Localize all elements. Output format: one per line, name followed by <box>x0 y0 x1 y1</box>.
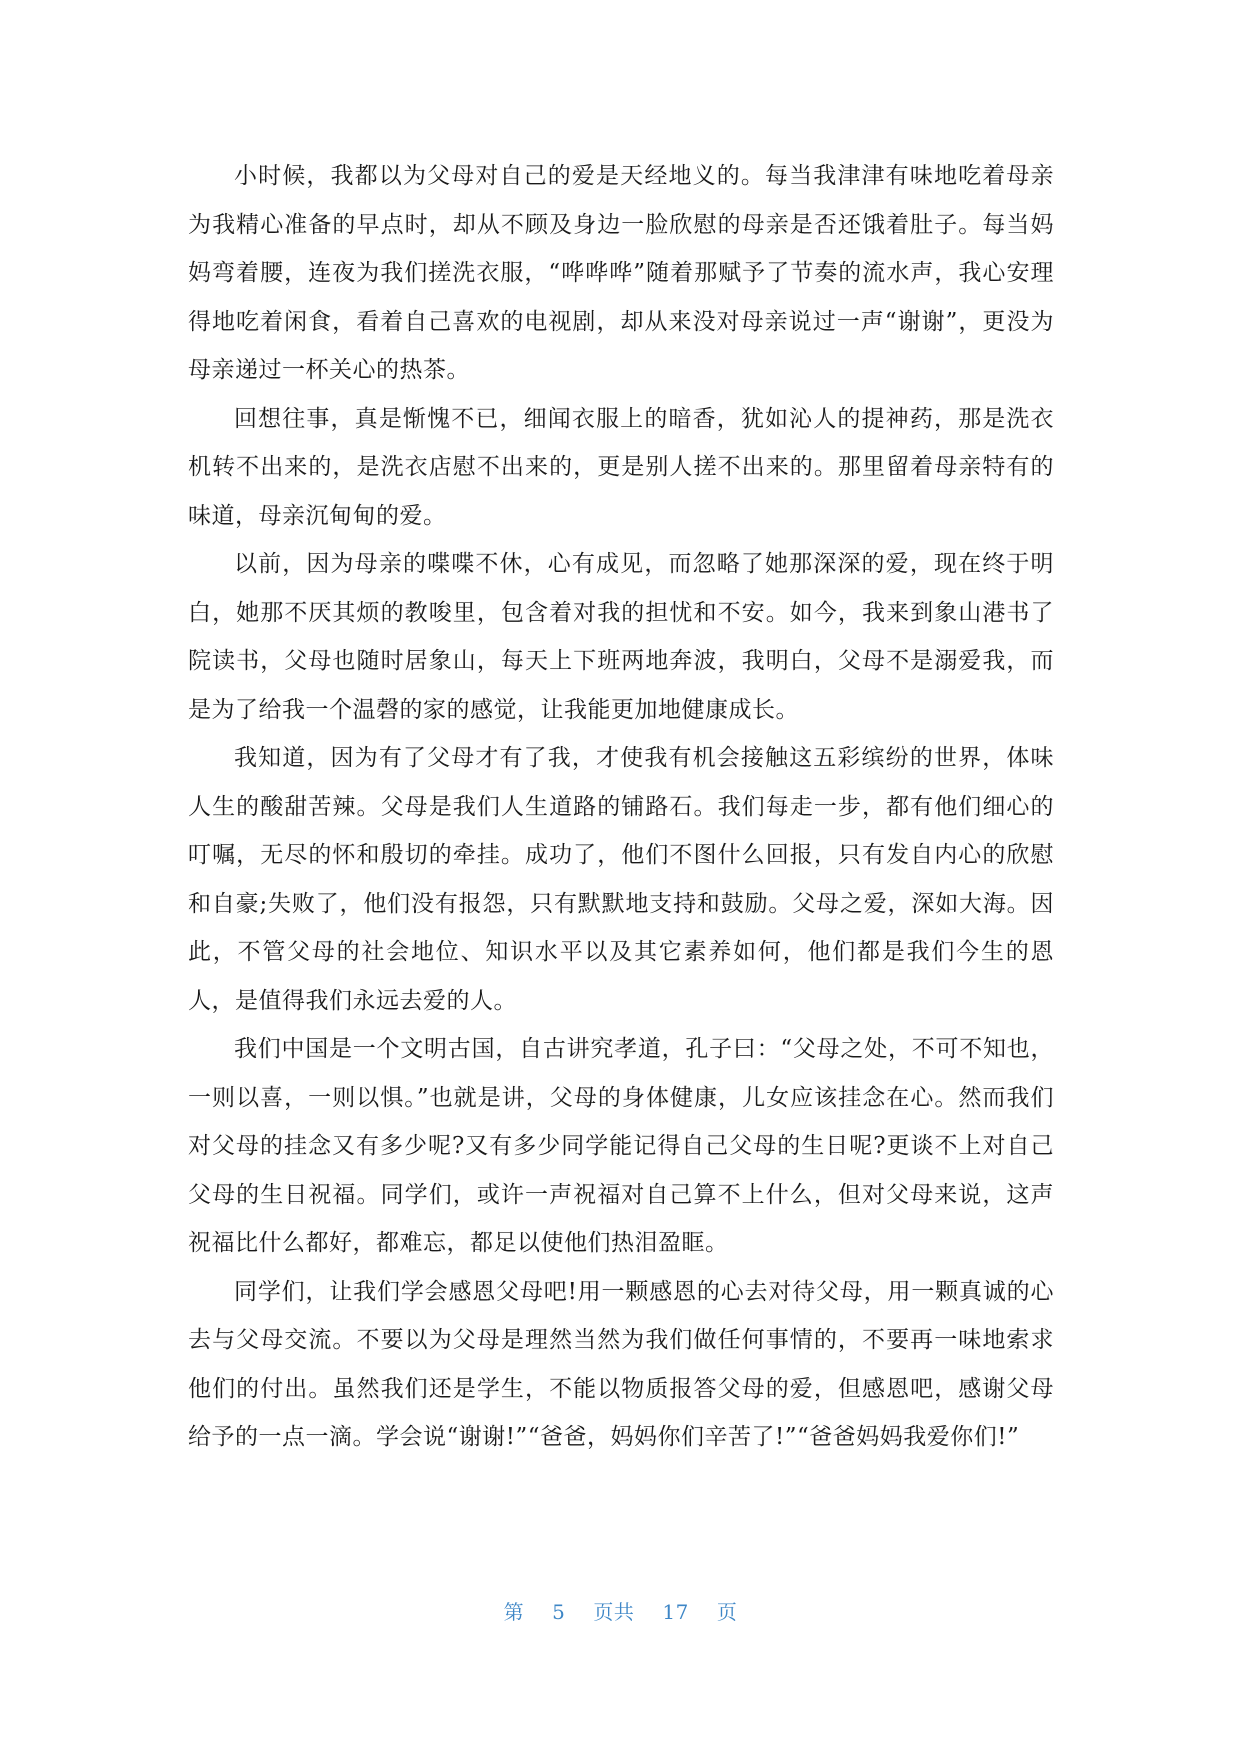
paragraph-4: 我知道，因为有了父母才有了我，才使我有机会接触这五彩缤纷的世界，体味人生的酸甜苦辣。父母是我们人生道路的铺路石。我们每走一步，都有他们细心的叮嘱，无尽的怀和殷切的牵挂。成功了，他们不图什么回报，只有发自内心的欣慰和自豪;失败了，他们没有报怨，只有默默地支持和鼓励。父母之爱，深如大海。因此，不管父母的社会地位、知识水平以及其它素养如何，他们都是我们今生的恩人，是值得我们永远去爱的人。 <box>188 745 1054 1014</box>
footer-prefix: 第 <box>503 1600 525 1624</box>
footer-total-pages: 17 <box>662 1600 689 1624</box>
footer-suffix: 页 <box>716 1600 738 1624</box>
footer-middle: 页共 <box>593 1600 635 1624</box>
page-number-footer <box>0 1596 1241 1625</box>
paragraph-2: 回想往事，真是惭愧不已，细闻衣服上的暗香，犹如沁人的提神药，那是洗衣机转不出来的，是洗衣店慰不出来的，更是别人搓不出来的。那里留着母亲特有的味道，母亲沉甸甸的爱。 <box>188 405 1054 529</box>
paragraph-5: 我们中国是一个文明古国，自古讲究孝道，孔子曰：“父母之处，不可不知也，一则以喜，一则以惧。”也就是讲，父母的身体健康，儿女应该挂念在心。然而我们对父母的挂念又有多少呢?又有多少同学能记得自己父母的生日呢?更谈不上对自己父母的生日祝福。同学们，或许一声祝福对自己算不上什么，但对父母来说，这声祝福比什么都好，都难忘，都足以使他们热泪盈眶。 <box>188 1036 1054 1256</box>
paragraph-3: 以前，因为母亲的喋喋不休，心有成见，而忽略了她那深深的爱，现在终于明白，她那不厌其烦的教唆里，包含着对我的担忧和不安。如今，我来到象山港书了院读书，父母也随时居象山，每天上下班两地奔波，我明白，父母不是溺爱我，而是为了给我一个温磬的家的感觉，让我能更加地健康成长。 <box>188 551 1054 723</box>
document-body <box>188 152 1054 1462</box>
paragraph-1: 小时候，我都以为父母对自己的爱是天经地义的。每当我津津有味地吃着母亲为我精心准备的早点时，却从不顾及身边一脸欣慰的母亲是否还饿着肚子。每当妈妈弯着腰，连夜为我们搓洗衣服，“哗哗哗”随着那赋予了节奏的流水声，我心安理得地吃着闲食，看着自己喜欢的电视剧，却从来没对母亲说过一声“谢谢”，更没为母亲递过一杯关心的热茶。 <box>188 163 1054 383</box>
paragraph-6: 同学们，让我们学会感恩父母吧!用一颗感恩的心去对待父母，用一颗真诚的心去与父母交流。不要以为父母是理然当然为我们做任何事情的，不要再一味地索求他们的付出。虽然我们还是学生，不能以物质报答父母的爱，但感恩吧，感谢父母给予的一点一滴。学会说“谢谢!”“爸爸，妈妈你们辛苦了!”“爸爸妈妈我爱你们!” <box>188 1278 1054 1450</box>
footer-current-page: 5 <box>552 1600 566 1624</box>
